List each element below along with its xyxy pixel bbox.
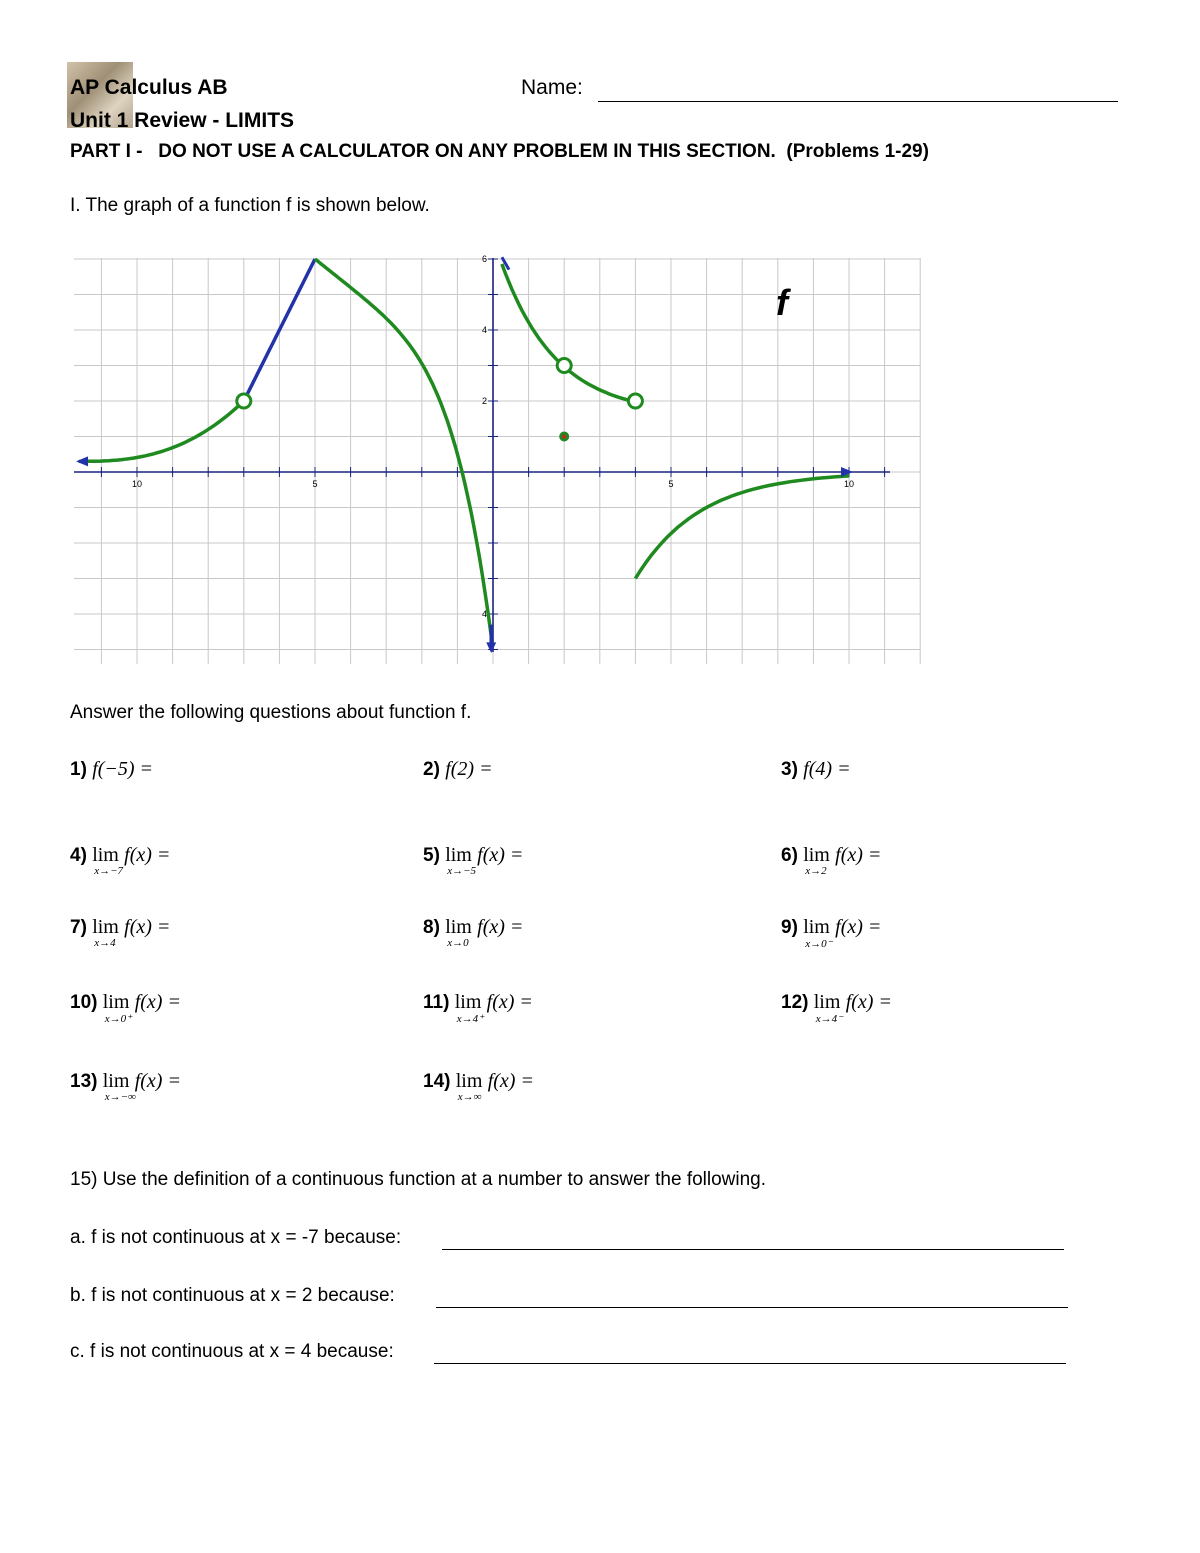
question-number: 9) [781, 917, 798, 938]
question-expression: f(x) = [134, 1070, 181, 1092]
question-number: 1) [70, 759, 87, 780]
function-graph [0, 0, 1200, 700]
open-circle-point [237, 394, 251, 408]
limit-word: lim [102, 1070, 130, 1092]
x-tick-label: 10 [843, 479, 855, 489]
question-11 [423, 991, 533, 1025]
q15b-label: b. f is not continuous at x = 2 because: [70, 1285, 395, 1306]
question-expression: f(x) = [124, 844, 171, 866]
question-expression: f(x) = [477, 916, 524, 938]
limit-operator [102, 991, 132, 1025]
limit-operator [445, 844, 476, 877]
question-number: 13) [70, 1071, 98, 1092]
graph-curves [76, 257, 853, 653]
question-3 [781, 758, 851, 781]
question-number: 2) [423, 759, 440, 780]
limit-operator [803, 916, 833, 950]
limit-subscript: x→4⁺ [456, 1013, 484, 1025]
open-circle-point [557, 359, 571, 373]
limit-subscript: x→0 [447, 937, 469, 949]
y-tick-label: 2 [481, 396, 487, 406]
q15a-answer-line[interactable] [442, 1249, 1064, 1250]
q15b-answer-line[interactable] [436, 1307, 1068, 1308]
limit-subscript: x→0⁺ [104, 1013, 132, 1025]
question-number: 5) [423, 845, 440, 866]
q15c-label: c. f is not continuous at x = 4 because: [70, 1341, 394, 1362]
curve-falling-piece [315, 259, 491, 636]
limit-operator [454, 991, 484, 1025]
limit-word: lim [445, 916, 472, 938]
question-number: 4) [70, 845, 87, 866]
limit-word: lim [803, 916, 830, 938]
question-expression: f(x) = [835, 916, 882, 938]
q15a-label: a. f is not continuous at x = -7 because: [70, 1227, 402, 1248]
question-4 [70, 844, 171, 877]
curve-right-upper-piece [502, 264, 636, 402]
limit-operator [102, 1070, 136, 1103]
limit-subscript: x→2 [805, 865, 827, 877]
x-tick-label: 5 [312, 479, 318, 489]
limit-operator [455, 1070, 483, 1103]
x-tick-label: 5 [668, 479, 674, 489]
question-number: 8) [423, 917, 440, 938]
question-expression: f(2) = [445, 758, 493, 780]
question-number: 3) [781, 759, 798, 780]
question-7 [70, 916, 171, 949]
question-10 [70, 991, 181, 1025]
question-number: 10) [70, 992, 98, 1013]
arrow-bottom [486, 642, 496, 653]
limit-word: lim [813, 991, 841, 1013]
course-title: AP Calculus AB [70, 76, 228, 99]
open-circle-point [628, 394, 642, 408]
question-2 [423, 758, 493, 781]
arrow-left [76, 456, 88, 466]
question-6 [781, 844, 882, 877]
limit-operator [803, 844, 830, 877]
limit-subscript: x→−∞ [104, 1091, 136, 1103]
limit-operator [445, 916, 472, 949]
question-expression: f(x) = [134, 991, 181, 1013]
y-tick-label: 6 [481, 254, 487, 264]
limit-operator [92, 916, 119, 949]
question-expression: f(x) = [845, 991, 892, 1013]
function-label: f [776, 282, 788, 323]
question-number: 14) [423, 1071, 451, 1092]
question-expression: f(x) = [487, 1070, 534, 1092]
graph-grid [74, 258, 920, 664]
limit-word: lim [455, 1070, 483, 1092]
question-expression: f(x) = [835, 844, 882, 866]
limit-operator [92, 844, 123, 877]
question-9 [781, 916, 882, 950]
question-12 [781, 991, 892, 1025]
limit-subscript: x→−5 [447, 865, 476, 877]
question-expression: f(x) = [486, 991, 533, 1013]
question-number: 6) [781, 845, 798, 866]
q15c-answer-line[interactable] [434, 1363, 1066, 1364]
limit-word: lim [92, 916, 119, 938]
question-expression: f(x) = [477, 844, 524, 866]
question-expression: f(x) = [124, 916, 171, 938]
question-expression: f(4) = [803, 758, 851, 780]
y-tick-label: 4 [481, 609, 487, 619]
question-number: 12) [781, 992, 809, 1013]
question-13 [70, 1070, 181, 1103]
question-8 [423, 916, 524, 949]
questions-prompt: Answer the following questions about function f. [70, 702, 472, 723]
question-number: 7) [70, 917, 87, 938]
limit-operator [813, 991, 843, 1025]
closed-point-center [562, 435, 566, 439]
unit-title: Unit 1 Review - LIMITS [70, 109, 295, 132]
limit-word: lim [454, 991, 482, 1013]
graph-axes [74, 258, 890, 652]
limit-subscript: x→0⁻ [805, 938, 833, 950]
graph-intro: I. The graph of a function f is shown below. [70, 195, 430, 216]
x-tick-label: 10 [131, 479, 143, 489]
limit-subscript: x→4⁻ [815, 1013, 843, 1025]
limit-subscript: x→∞ [457, 1091, 482, 1103]
limit-subscript: x→−7 [94, 865, 123, 877]
limit-word: lim [445, 844, 472, 866]
q15-title: 15) Use the definition of a continuous function at a number to answer the following. [70, 1169, 767, 1190]
limit-word: lim [102, 991, 130, 1013]
y-tick-label: 4 [481, 325, 487, 335]
curve-left-piece [80, 401, 244, 461]
limit-word: lim [92, 844, 119, 866]
limit-subscript: x→4 [94, 937, 116, 949]
question-14 [423, 1070, 534, 1103]
limit-word: lim [803, 844, 830, 866]
question-1 [70, 758, 153, 781]
part-instructions: PART I - DO NOT USE A CALCULATOR ON ANY PROBLEM IN THIS SECTION. (Problems 1-29) [70, 141, 929, 162]
name-label: Name: [521, 76, 583, 99]
question-number: 11) [423, 992, 450, 1013]
question-5 [423, 844, 524, 877]
question-expression: f(−5) = [92, 758, 154, 780]
